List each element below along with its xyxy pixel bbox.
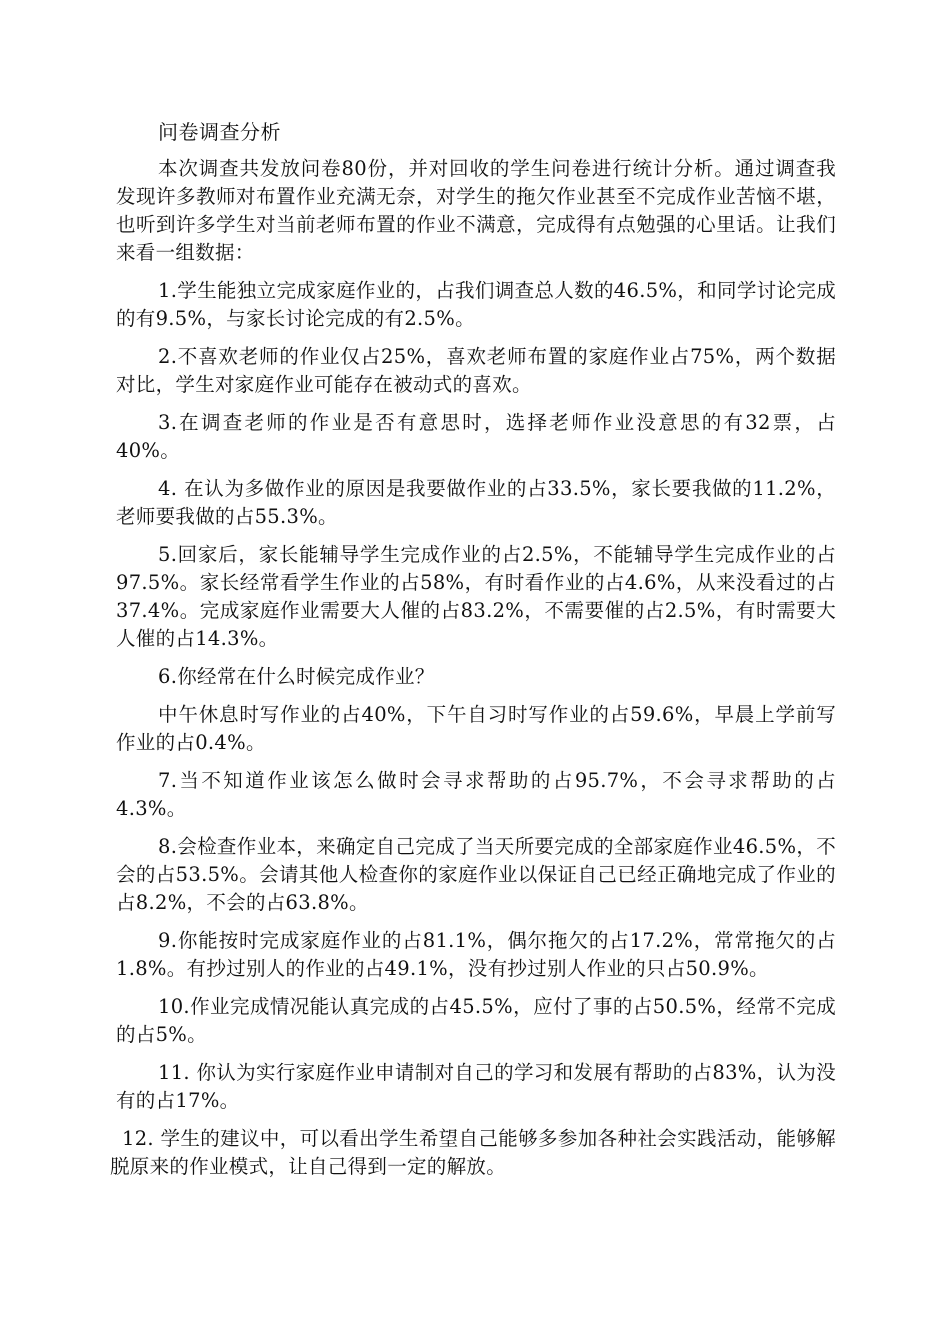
paragraph-intro: 本次调查共发放问卷80份，并对回收的学生问卷进行统计分析。通过调查我发现许多教师对布置作业充满无奈，对学生的拖欠作业甚至不完成作业苦恼不堪，也听到许多学生对当前老师布置的作业不满意，完成得有点勉强的心里话。让我们来看一组数据： — [116, 157, 836, 264]
paragraph-item-8: 8.会检查作业本，来确定自己完成了当天所要完成的全部家庭作业46.5%，不会的占53.5%。会请其他人检查你的家庭作业以保证自己已经正确地完成了作业的占8.2%，不会的占63.8%。 — [116, 835, 836, 914]
paragraph-item-5: 5.回家后，家长能辅导学生完成作业的占2.5%，不能辅导学生完成作业的占97.5%。家长经常看学生作业的占58%，有时看作业的占4.6%，从来没看过的占37.4%。完成家庭作业需要大人催的占83.2%，不需要催的占2.5%，有时需要大人催的占14.3%。 — [116, 543, 836, 650]
document-title: 问卷调查分析 — [158, 120, 281, 144]
paragraph-item-6-question: 6.你经常在什么时候完成作业？ — [158, 665, 435, 688]
paragraph-item-1: 1.学生能独立完成家庭作业的，占我们调查总人数的46.5%，和同学讨论完成的有9.5%，与家长讨论完成的有2.5%。 — [116, 279, 836, 330]
paragraph-item-10: 10.作业完成情况能认真完成的占45.5%，应付了事的占50.5%，经常不完成的占5%。 — [116, 995, 836, 1046]
paragraph-item-11: 11. 你认为实行家庭作业申请制对自己的学习和发展有帮助的占83%，认为没有的占17%。 — [116, 1061, 836, 1112]
paragraph-item-9: 9.你能按时完成家庭作业的占81.1%，偶尔拖欠的占17.2%，常常拖欠的占1.8%。有抄过别人的作业的占49.1%，没有抄过别人作业的只占50.9%。 — [116, 929, 836, 980]
document-body — [110, 118, 836, 1191]
paragraph-item-4: 4. 在认为多做作业的原因是我要做作业的占33.5%，家长要我做的11.2%，老师要我做的占55.3%。 — [116, 477, 836, 528]
paragraph-item-3: 3.在调查老师的作业是否有意思时，选择老师作业没意思的有32票，占40%。 — [116, 411, 836, 462]
paragraph-item-7: 7.当不知道作业该怎么做时会寻求帮助的占95.7%，不会寻求帮助的占4.3%。 — [116, 769, 836, 820]
paragraph-item-2: 2.不喜欢老师的作业仅占25%，喜欢老师布置的家庭作业占75%，两个数据对比，学生对家庭作业可能存在被动式的喜欢。 — [116, 345, 836, 396]
paragraph-item-12: 12. 学生的建议中，可以看出学生希望自己能够多参加各种社会实践活动，能够解脱原来的作业模式，让自己得到一定的解放。 — [110, 1127, 836, 1178]
paragraph-item-6-answer: 中午休息时写作业的占40%，下午自习时写作业的占59.6%，早晨上学前写作业的占0.4%。 — [116, 703, 836, 754]
